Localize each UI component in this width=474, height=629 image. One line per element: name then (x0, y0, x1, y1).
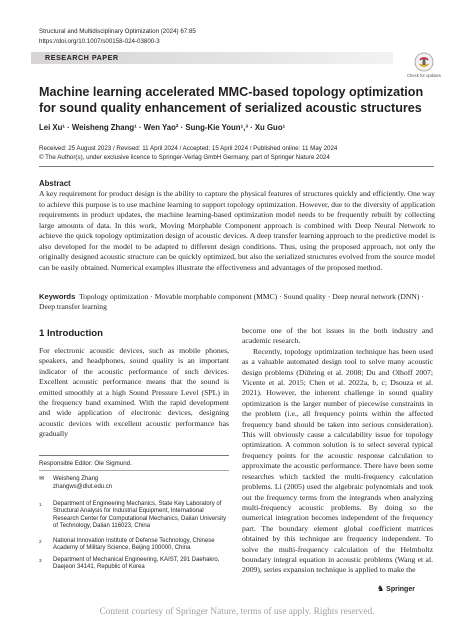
affiliation-number: 2 (39, 539, 42, 544)
check-for-updates-label: Check for updates (407, 73, 441, 78)
responsible-editor: Responsible Editor: Ole Sigmund. (39, 460, 132, 467)
publisher-logo (377, 584, 415, 593)
affiliation-number: 1 (39, 502, 42, 507)
affiliation-text: Department of Mechanical Engineering, KAIST, 291 Daehakro, Daejeon 34141, Republic of Korea (53, 557, 220, 571)
publisher-name: Springer (386, 586, 415, 593)
courtesy-footer: Content courtesy of Springer Nature, terms of use apply. Rights reserved. (99, 607, 375, 617)
copyright-notice: © The Author(s), under exclusive licence to Springer-Verlag GmbH Germany, part of Springer Nature 2024 (39, 154, 330, 161)
keywords-label: Keywords (39, 292, 76, 301)
right-column-paragraph-1: become one of the hot issues in the both industry and academic research. (242, 326, 433, 346)
paper-title: Machine learning accelerated MMC-based topology optimization for sound quality enhancement of serialized acoustic structures (39, 85, 424, 115)
article-type-label: RESEARCH PAPER (45, 53, 119, 62)
keywords-text: Topology optimization · Movable morphable component (MMC) · Sound quality · Deep neural network (DNN) · Deep transfer learning (39, 292, 424, 312)
footnote-divider-secondary (39, 470, 229, 471)
footnote-divider (39, 455, 229, 456)
affiliation-number: 3 (39, 558, 42, 563)
right-column-paragraph-2: Recently, topology optimization technique has been used as a valuable automated design tool to solve many acoustic design problems (Dühring et al. 2008; Du and Olhoff 2007; Vicente et al. 2015; Chen et al. 2022a, b, c; Dsouza et al. 2021). However, the inherent challenge in sound quality optimization is the larger number of piecewise constraints in the problem (i.e., all frequency points within the affected frequency band should be taken into serious consideration). This will obviously cause a calculability issue for topology optimization. A common solution is to select several typical frequency points for the acoustic response calculation to approximate the acoustic performance. There have been some researches which tackled the multi-frequency calculation problems. Li (2005) used the algebraic polynomials and took out the frequency terms from the integrands when analyzing multi-frequency acoustic problems. By doing so the numerical integration becomes independent of the frequency part. The boundary element global coefficient matrices obtained by this technique are frequency independent. To solve the multi-frequency calculation of the Helmholtz boundary integral equation in acoustic problems (Wang et al. 2009), series expansion technique is applied to make the (242, 346, 433, 575)
affiliation-text: National Innovation Institute of Defense Technology, Chinese Academy of Military Science, Beijing 100000, China (53, 538, 215, 552)
section-heading-introduction: 1 Introduction (39, 328, 103, 339)
abstract-body: A key requirement for product design is the ability to capture the physical features of structures quickly and efficiently. One way to achieve this purpose is to use machine learning to support topology optimization. However, due to the diversity of application requirements in product updates, the machine learning-based optimization model needs to be frequently rebuilt by collecting large amounts of data. In this work, Moving Morphable Component approach is combined with Deep Neural Network to achieve the quick topology optimization design of acoustic devices. A deep transfer learning approach to the predictive model is also developed for the model to be adapted to different design conditions. Thus, using the proposed approach, not only the originally designed acoustic structure can be quickly optimized, but also the serialized structures evolved from the source model can be easily obtained. Numerical examples illustrate the effectiveness and advantages of the proposed method. (39, 189, 435, 272)
introduction-paragraph: For electronic acoustic devices, such as mobile phones, speakers, and headphones, sound quality is an important indicator of the acoustic performance of such devices. Excellent acoustic performance means that the sound is emitted smoothly at a high Sound Pressure Level (SPL) in the frequency band examined. With the rapid development and wide application of electronic devices, designing acoustic devices with excellent acoustic performance has gradually (39, 346, 229, 439)
journal-citation: Structural and Multidisciplinary Optimization (2024) 67:85 (39, 28, 196, 35)
abstract-heading: Abstract (39, 179, 71, 188)
author-list: Lei Xu¹ · Weisheng Zhang¹ · Wen Yao² · Sung-Kie Youn¹,³ · Xu Guo¹ (39, 123, 286, 132)
springer-horse-icon: ♞ (377, 584, 385, 593)
correspondence-email[interactable]: zhangws@dlut.edu.cn (53, 484, 113, 490)
doi-link[interactable]: https://doi.org/10.1007/s00158-024-03800-3 (39, 38, 160, 45)
keywords (39, 292, 435, 313)
article-type-ribbon (31, 52, 393, 64)
envelope-icon: ✉ (39, 476, 45, 482)
affiliation-text: Department of Engineering Mechanics, State Key Laboratory of Structural Analysis for Industrial Equipment, International Research Center for Computational Mechanics, Dalian University of Technology, Dalian 116023, China (53, 501, 227, 529)
correspondence-name: Weisheng Zhang (53, 476, 99, 482)
check-for-updates-icon (414, 52, 434, 72)
correspondence (39, 476, 229, 492)
check-for-updates-badge[interactable] (406, 52, 442, 78)
publication-dates: Received: 25 August 2023 / Revised: 11 April 2024 / Accepted: 15 April 2024 / Published online: 11 May 2024 (39, 145, 338, 152)
right-column (242, 326, 433, 576)
divider (39, 166, 434, 167)
